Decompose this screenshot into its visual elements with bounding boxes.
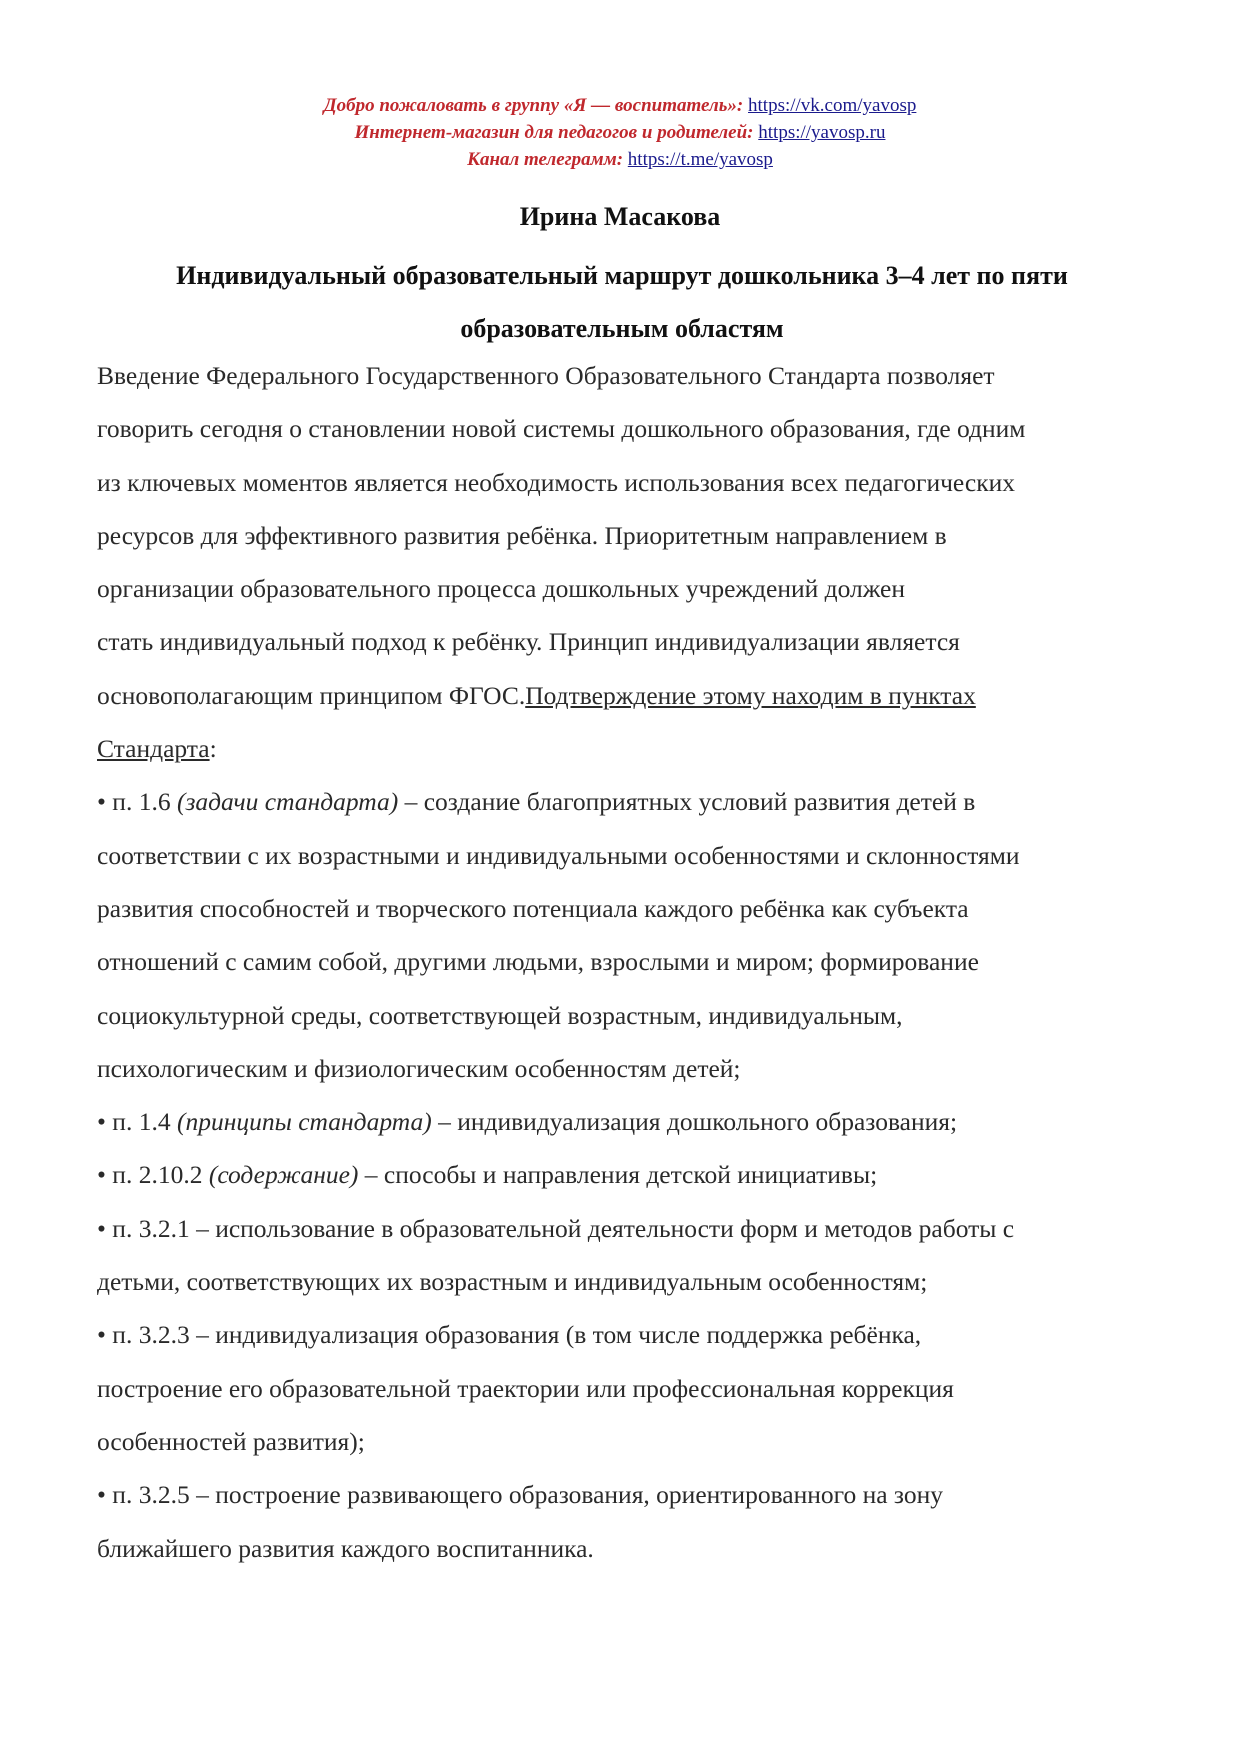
colon: : xyxy=(209,734,217,764)
list-item xyxy=(97,1095,1177,1148)
item-text: – создание благоприятных условий развития детей в xyxy=(398,787,976,817)
intro-line: стать индивидуальный подход к ребёнку. Принцип индивидуализации является xyxy=(97,627,960,657)
intro-line: ресурсов для эффективного развития ребёнка. Приоритетным направлением в xyxy=(97,520,947,550)
intro-line: Введение Федерального Государственного Образовательного Стандарта позволяет xyxy=(97,361,995,390)
list-item xyxy=(97,1148,1177,1201)
promo-line-group xyxy=(0,92,1240,119)
telegram-link[interactable]: https://t.me/yavosp xyxy=(627,149,773,170)
group-label: Добро пожаловать в группу «Я — воспитатель»: xyxy=(323,95,744,116)
list-item-continuation: детьми, соответствующих их возрастным и индивидуальным особенностям; xyxy=(97,1267,928,1297)
intro-line xyxy=(97,669,1177,722)
item-italic-note: (задачи стандарта) xyxy=(176,787,399,817)
intro-text: основополагающим принципом ФГОС. xyxy=(97,680,526,710)
item-text: – индивидуализация дошкольного образования; xyxy=(431,1107,958,1137)
list-item-continuation: развития способностей и творческого потенциала каждого ребёнка как субъекта xyxy=(97,893,969,923)
item-italic-note: (содержание) xyxy=(208,1160,359,1190)
author-name: Ирина Масакова xyxy=(519,202,721,231)
item-text: – способы и направления детской инициативы; xyxy=(358,1160,878,1190)
shop-label: Интернет-магазин для педагогов и родителей: xyxy=(354,122,754,143)
document-title xyxy=(97,249,1147,355)
item-marker: • п. 2.10.2 xyxy=(97,1160,209,1190)
list-item-continuation: построение его образовательной траектории или профессиональная коррекция xyxy=(97,1373,954,1403)
intro-line xyxy=(97,722,1177,775)
list-item-continuation: психологическим и физиологическим особенностям детей; xyxy=(97,1053,741,1083)
item-marker: • п. 1.4 xyxy=(97,1107,177,1137)
list-item-continuation: отношений с самим собой, другими людьми, взрослыми и миром; формирование xyxy=(97,947,979,977)
title-line-1: Индивидуальный образовательный маршрут дошкольника 3–4 лет по пяти xyxy=(176,261,1068,290)
list-item: • п. 3.2.1 – использование в образовательной деятельности форм и методов работы с xyxy=(97,1213,1015,1243)
list-item-continuation: соответствии с их возрастными и индивидуальными особенностями и склонностями xyxy=(97,840,1020,870)
standard-word-underlined: Стандарта xyxy=(97,734,210,764)
document-body xyxy=(97,349,1177,1575)
item-italic-note: (принципы стандарта) xyxy=(176,1107,432,1137)
promo-header xyxy=(0,92,1240,173)
list-item-continuation: ближайшего развития каждого воспитанника. xyxy=(97,1533,594,1563)
list-item xyxy=(97,775,1177,828)
shop-link[interactable]: https://yavosp.ru xyxy=(758,122,886,143)
vk-group-link[interactable]: https://vk.com/yavosp xyxy=(748,95,917,116)
list-item-continuation: особенностей развития); xyxy=(97,1426,365,1456)
intro-line: организации образовательного процесса дошкольных учреждений должен xyxy=(97,574,906,604)
promo-line-shop xyxy=(0,119,1240,146)
list-item-continuation: социокультурной среды, соответствующей возрастным, индивидуальным, xyxy=(97,1000,903,1030)
standard-reference-underlined: Подтверждение этому находим в пунктах xyxy=(525,680,976,710)
list-item: • п. 3.2.3 – индивидуализация образования (в том числе поддержка ребёнка, xyxy=(97,1320,922,1350)
title-line-2: образовательным областям xyxy=(460,314,784,343)
intro-line: из ключевых моментов является необходимость использования всех педагогических xyxy=(97,467,1015,497)
promo-line-telegram xyxy=(0,146,1240,173)
list-item: • п. 3.2.5 – построение развивающего образования, ориентированного на зону xyxy=(97,1480,944,1510)
item-marker: • п. 1.6 xyxy=(97,787,177,817)
intro-line: говорить сегодня о становлении новой системы дошкольного образования, где одним xyxy=(97,414,1026,444)
telegram-label: Канал телеграмм: xyxy=(467,149,624,170)
